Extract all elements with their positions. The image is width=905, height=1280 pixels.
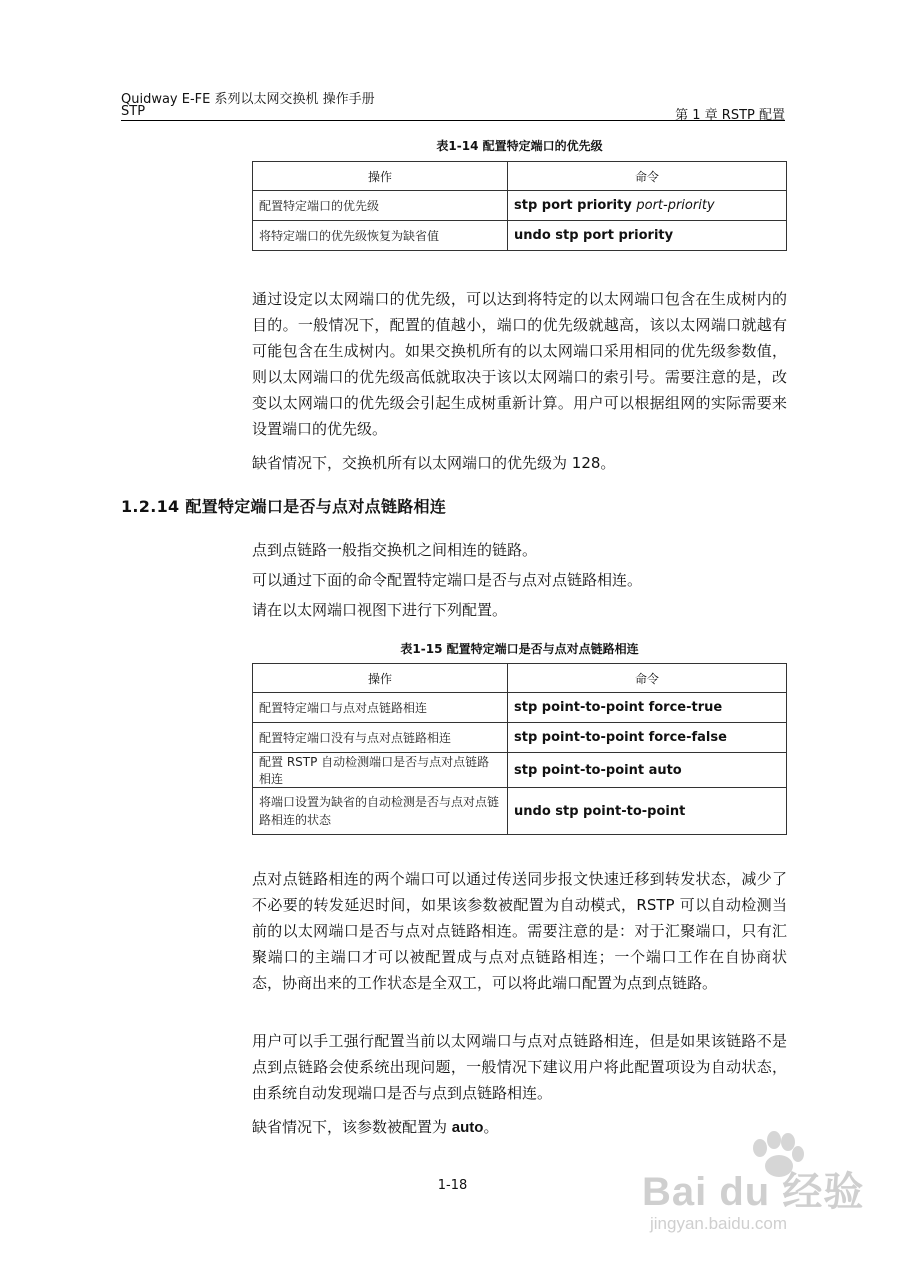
table-row [253, 723, 787, 753]
table-header-row [253, 664, 787, 693]
default-value: auto [451, 1119, 484, 1136]
cmd-cell: stp point-to-point auto [508, 753, 787, 788]
header-rule [121, 120, 785, 121]
table-row [253, 191, 787, 221]
op-cell: 将端口设置为缺省的自动检测是否与点对点链路相连的状态 [253, 788, 508, 835]
table15 [252, 663, 787, 835]
watermark-url: jingyan.baidu.com [650, 1214, 788, 1233]
table-row [253, 788, 787, 835]
watermark [640, 1118, 870, 1258]
cmd-cell: undo stp point-to-point [508, 788, 787, 835]
header-chapter: 第 1 章 RSTP 配置 [675, 108, 785, 123]
cmd-arg: port-priority [636, 198, 715, 213]
para-priority: 通过设定以太网端口的优先级，可以达到将特定的以太网端口包含在生成树内的目的。一般情况下，配置的值越小，端口的优先级就越高，该以太网端口就越有可能包含在生成树内。如果交换机所有的以太网端口采用相同的优先级参数值，则以太网端口的优先级高低就取决于该以太网端口的索引号。需要注意的是，改变以太网端口的优先级会引起生成树重新计算。用户可以根据组网的实际需要来设置端口的优先级。 [252, 290, 787, 438]
table15-caption: 表1-15 配置特定端口是否与点对点链路相连 [400, 642, 639, 656]
page-number: 1-18 [437, 1178, 468, 1193]
table-row [253, 221, 787, 251]
header-section: STP [121, 104, 146, 119]
cmd-cell: stp point-to-point force-true [508, 693, 787, 723]
section-title: 1.2.14 配置特定端口是否与点对点链路相连 [121, 497, 447, 516]
default-suffix: 。 [483, 1118, 499, 1136]
col-cmd-header: 命令 [508, 162, 787, 191]
col-cmd-header: 命令 [508, 664, 787, 693]
table14-caption: 表1-14 配置特定端口的优先级 [436, 139, 603, 153]
table14 [252, 161, 787, 251]
op-cell: 配置 RSTP 自动检测端口是否与点对点链路相连 [253, 753, 508, 788]
cmd-cell: undo stp port priority [508, 221, 787, 251]
para-p2p-explain: 点对点链路相连的两个端口可以通过传送同步报文快速迁移到转发状态，减少了不必要的转发延迟时间，如果该参数被配置为自动模式，RSTP 可以自动检测当前的以太网端口是否与点对点链路相连。需要注意的是：对于汇聚端口，只有汇聚端口的主端口才可以被配置成与点对点链路相连；一个端口工作在自协商状态，协商出来的工作状态是全双工，可以将此端口配置为点到点链路。 [252, 870, 787, 992]
op-cell: 配置特定端口没有与点对点链路相连 [253, 723, 508, 753]
op-cell: 配置特定端口的优先级 [253, 191, 508, 221]
header-title: Quidway E-FE 系列以太网交换机 操作手册 [121, 92, 375, 107]
table-row [253, 753, 787, 788]
op-cell: 配置特定端口与点对点链路相连 [253, 693, 508, 723]
table-header-row [253, 162, 787, 191]
cmd-text: stp port priority [514, 198, 632, 213]
table-row [253, 693, 787, 723]
para-p2p-cmd: 可以通过下面的命令配置特定端口是否与点对点链路相连。 [252, 571, 643, 589]
cmd-cell: stp point-to-point force-false [508, 723, 787, 753]
default-prefix: 缺省情况下，该参数被配置为 [252, 1118, 452, 1136]
para-p2p-view: 请在以太网端口视图下进行下列配置。 [252, 601, 508, 619]
para-p2p-manual: 用户可以手工强行配置当前以太网端口与点对点链路相连，但是如果该链路不是点到点链路会使系统出现问题，一般情况下建议用户将此配置项设为自动状态，由系统自动发现端口是否与点到点链路相连。 [252, 1032, 787, 1102]
watermark-brand: Bai du 经验 [642, 1170, 865, 1214]
col-op-header: 操作 [253, 664, 508, 693]
col-op-header: 操作 [253, 162, 508, 191]
op-cell: 将特定端口的优先级恢复为缺省值 [253, 221, 508, 251]
cmd-cell [508, 191, 787, 221]
para-p2p-def: 点到点链路一般指交换机之间相连的链路。 [252, 541, 538, 559]
para-default-priority: 缺省情况下，交换机所有以太网端口的优先级为 128。 [252, 454, 616, 472]
